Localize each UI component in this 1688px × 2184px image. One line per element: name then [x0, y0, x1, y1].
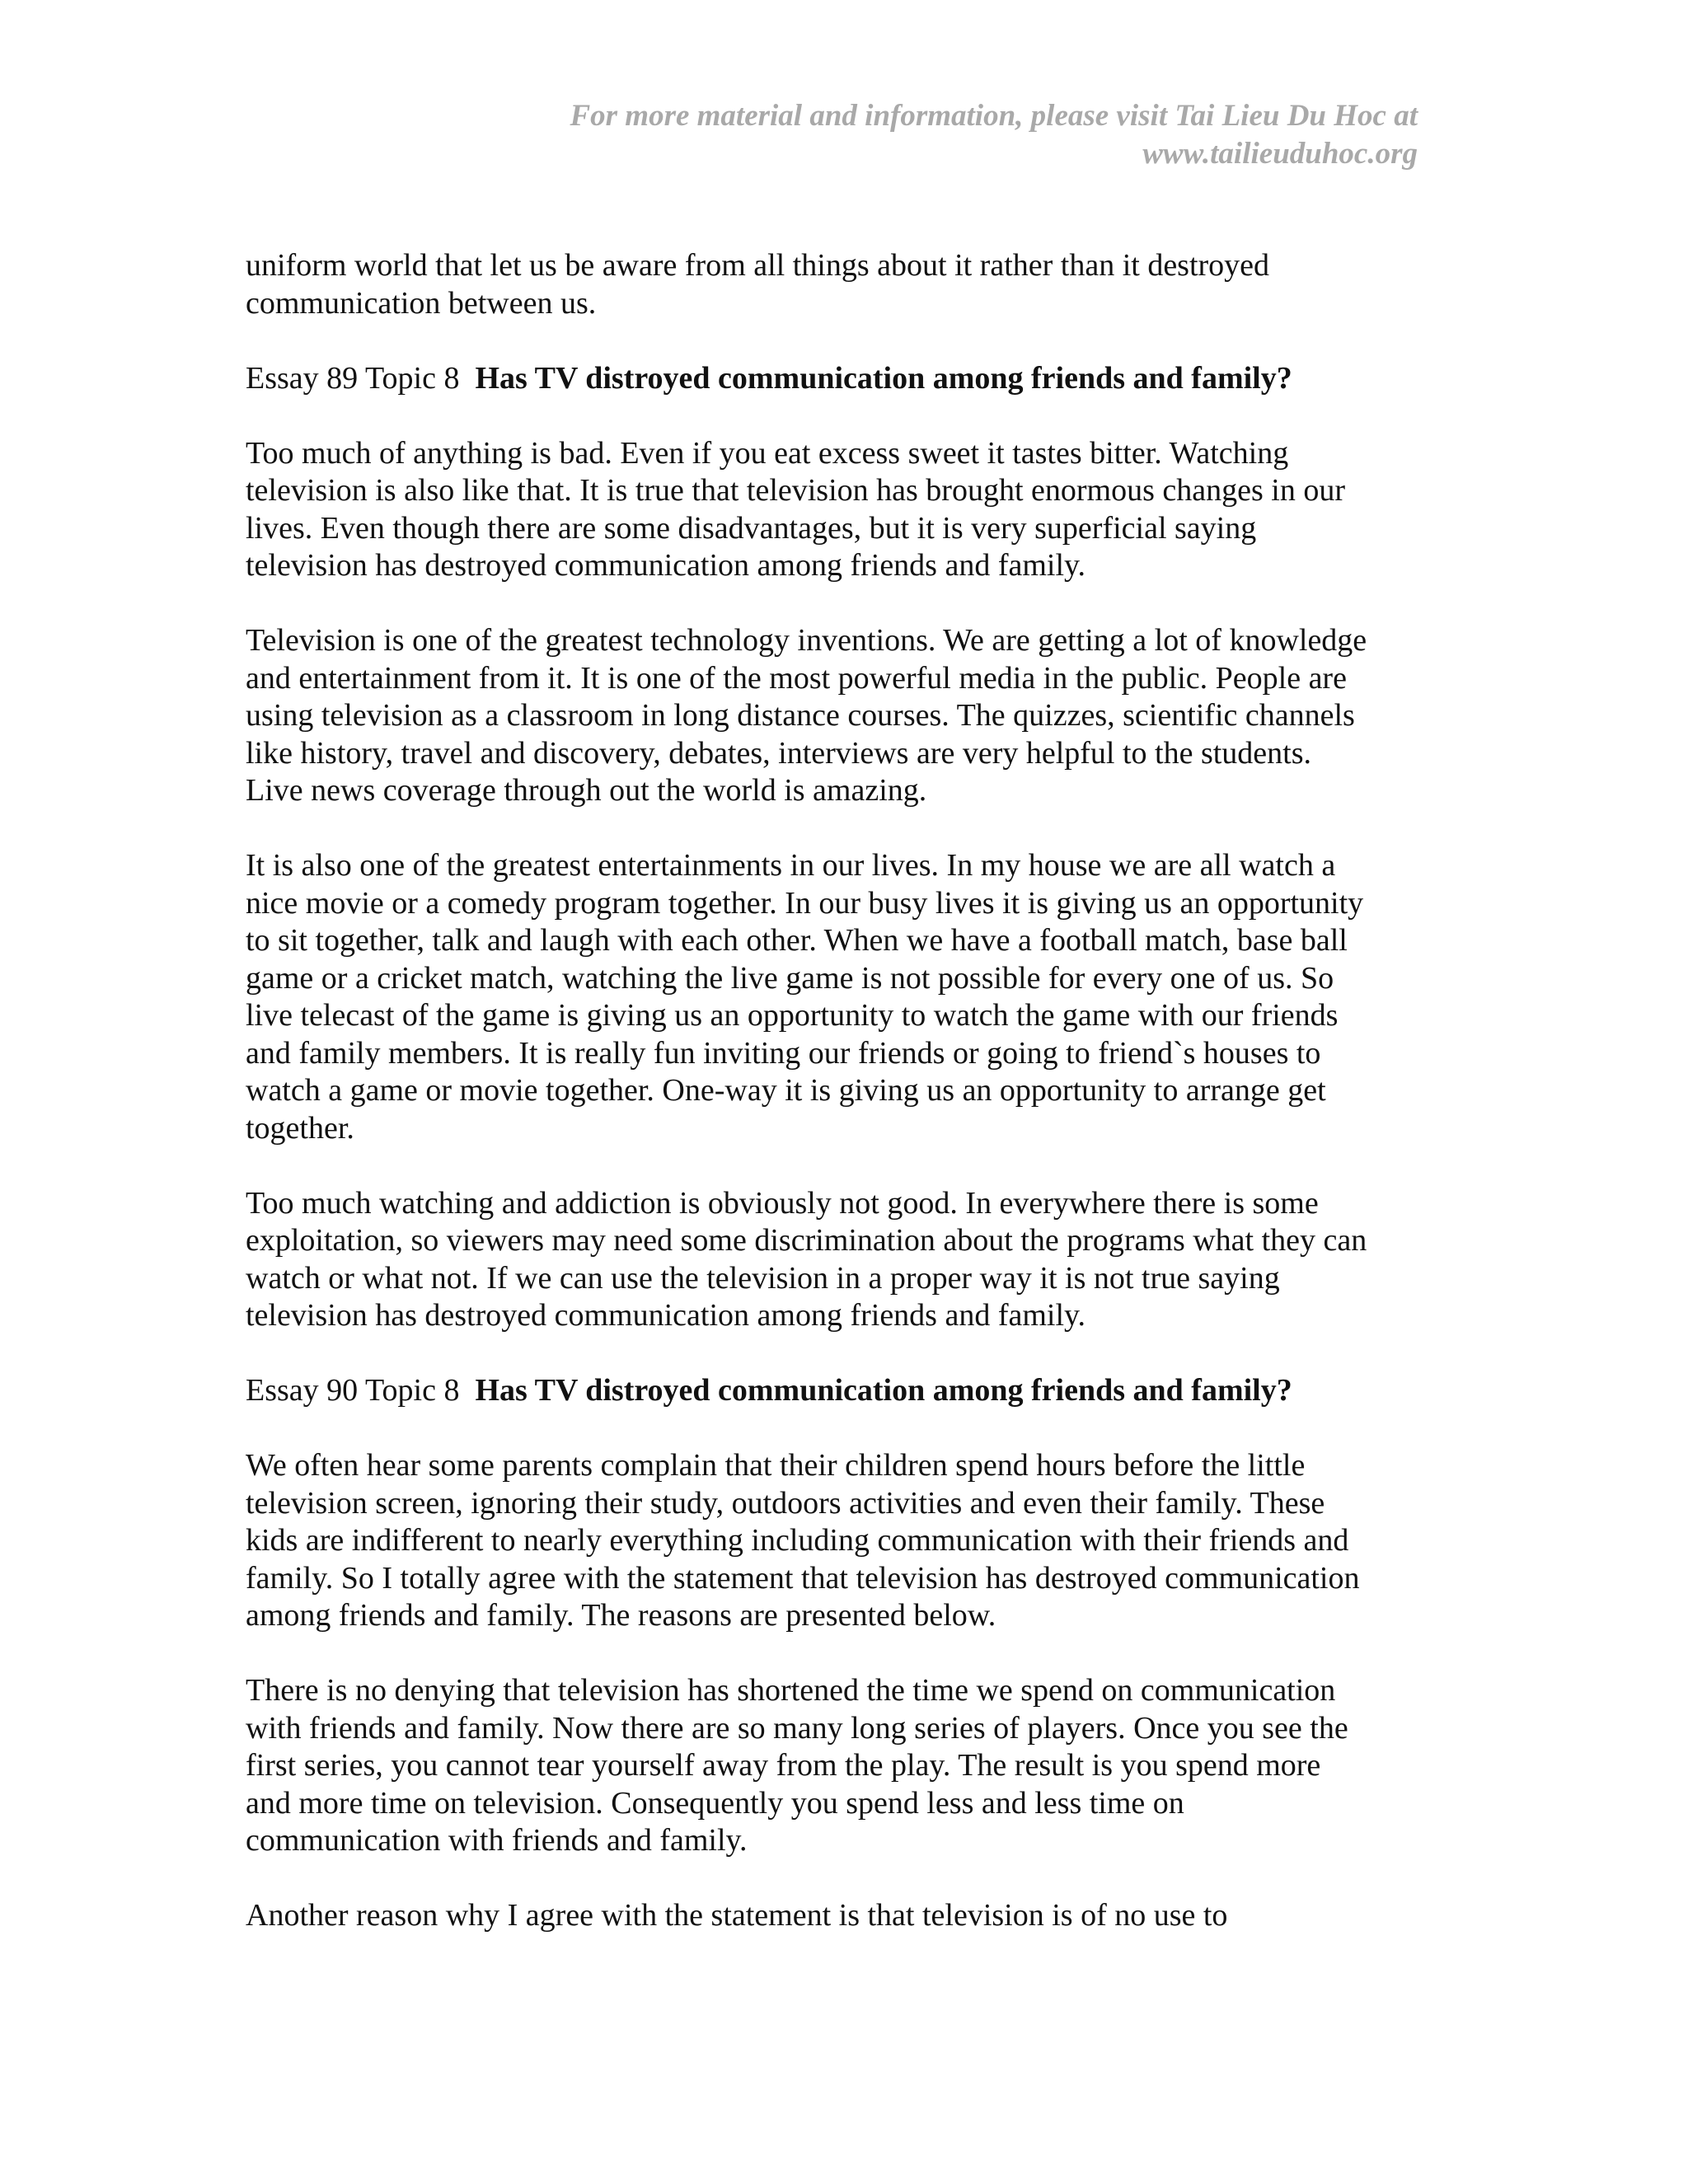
paragraph-line: We often hear some parents complain that their children spend hours before the little: [246, 1448, 1306, 1483]
paragraph-line: television has destroyed communication among friends and family.: [246, 548, 1086, 583]
paragraph-line: like history, travel and discovery, debates, interviews are very helpful to the students.: [246, 735, 1312, 771]
paragraph-line: It is also one of the greatest entertainments in our lives. In my house we are all watch a: [246, 848, 1336, 883]
paragraph-line: among friends and family. The reasons are presented below.: [246, 1598, 996, 1633]
header-line-2: www.tailieuduhoc.org: [1142, 137, 1418, 171]
paragraph-line: to sit together, talk and laugh with each other. When we have a football match, base ball: [246, 923, 1348, 958]
essay-heading-label: Essay 90 Topic 8: [246, 1373, 476, 1408]
paragraph-line: and entertainment from it. It is one of the most powerful media in the public. People are: [246, 660, 1347, 696]
paragraph-line: communication with friends and family.: [246, 1823, 748, 1858]
paragraph-line: kids are indifferent to nearly everything including communication with their friends and: [246, 1523, 1349, 1558]
document-body: [246, 247, 1465, 1972]
paragraph-line: There is no denying that television has shortened the time we spend on communication: [246, 1673, 1336, 1708]
paragraph-line: Too much of anything is bad. Even if you eat excess sweet it tastes bitter. Watching: [246, 435, 1289, 471]
header-line-1: For more material and information, please visit Tai Lieu Du Hoc at: [570, 99, 1418, 133]
paragraph: [246, 1672, 1465, 1860]
essay-heading: [246, 1372, 1465, 1410]
page-header: [429, 97, 1418, 173]
paragraph-line: and family members. It is really fun inviting our friends or going to friend`s houses to: [246, 1035, 1321, 1071]
paragraph-line: Live news coverage through out the world is amazing.: [246, 773, 927, 808]
paragraph: [246, 622, 1465, 810]
paragraph: [246, 1897, 1465, 1935]
paragraph: [246, 1447, 1465, 1635]
paragraph-line: lives. Even though there are some disadvantages, but it is very superficial saying: [246, 510, 1257, 546]
paragraph-line: game or a cricket match, watching the live game is not possible for every one of us. So: [246, 960, 1334, 996]
paragraph-line: with friends and family. Now there are so many long series of players. Once you see the: [246, 1710, 1348, 1746]
paragraph-line: watch a game or movie together. One-way it is giving us an opportunity to arrange get: [246, 1073, 1326, 1108]
paragraph-line: watch or what not. If we can use the television in a proper way it is not true saying: [246, 1260, 1280, 1296]
paragraph: [246, 847, 1465, 1147]
paragraph-line: Television is one of the greatest technology inventions. We are getting a lot of knowledge: [246, 623, 1367, 658]
essay-heading-title: Has TV distroyed communication among friends and family?: [475, 360, 1292, 396]
paragraph-line: together.: [246, 1110, 354, 1146]
paragraph-line: family. So I totally agree with the statement that television has destroyed communication: [246, 1560, 1360, 1596]
paragraph-line: Too much watching and addiction is obviously not good. In everywhere there is some: [246, 1185, 1319, 1221]
paragraph-line: nice movie or a comedy program together. In our busy lives it is giving us an opportunity: [246, 885, 1364, 921]
paragraph-line: Another reason why I agree with the statement is that television is of no use to: [246, 1898, 1228, 1933]
paragraph-line: communication between us.: [246, 285, 597, 321]
essay-heading-title: Has TV distroyed communication among friends and family?: [475, 1373, 1292, 1408]
paragraph-line: television is also like that. It is true that television has brought enormous changes in our: [246, 473, 1345, 508]
paragraph-line: uniform world that let us be aware from all things about it rather than it destroyed: [246, 248, 1270, 283]
essay-heading-label: Essay 89 Topic 8: [246, 360, 476, 396]
essay-heading: [246, 360, 1465, 398]
paragraph-line: using television as a classroom in long distance courses. The quizzes, scientific channels: [246, 698, 1355, 733]
paragraph: [246, 435, 1465, 585]
paragraph: [246, 1185, 1465, 1335]
paragraph-line: and more time on television. Consequently you spend less and less time on: [246, 1785, 1184, 1821]
paragraph-line: television has destroyed communication among friends and family.: [246, 1298, 1086, 1333]
paragraph: [246, 247, 1465, 322]
paragraph-line: first series, you cannot tear yourself away from the play. The result is you spend more: [246, 1748, 1321, 1783]
paragraph-line: television screen, ignoring their study, outdoors activities and even their family. These: [246, 1485, 1325, 1521]
paragraph-line: live telecast of the game is giving us an opportunity to watch the game with our friends: [246, 998, 1339, 1033]
paragraph-line: exploitation, so viewers may need some discrimination about the programs what they can: [246, 1223, 1367, 1258]
